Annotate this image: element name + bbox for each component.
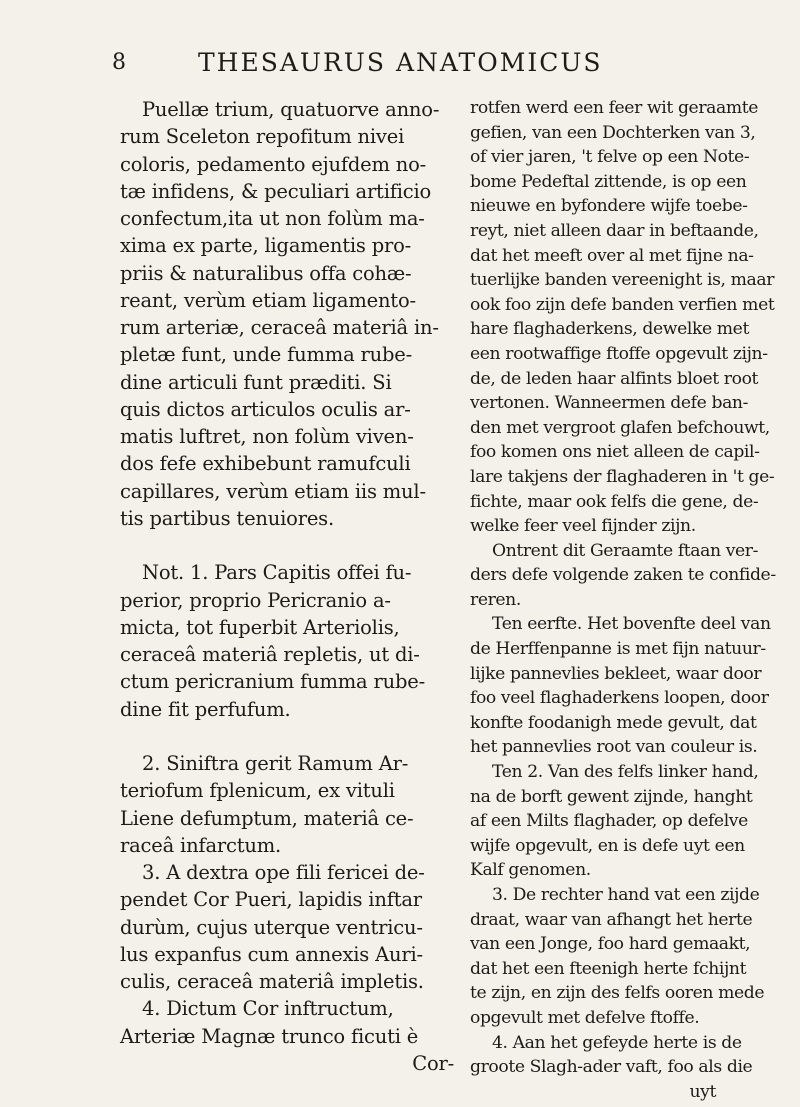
text-line: foo veel flaghaderkens loopen, door: [470, 688, 769, 709]
text-line: 3. A dextra ope fili fericei de-: [142, 861, 425, 884]
text-line: 3. De rechter hand vat een zijde: [492, 885, 760, 905]
text-line: Ontrent dit Geraamte ftaan ver-: [492, 540, 759, 561]
text-line: gefien, van een Dochterken van 3,: [470, 122, 756, 143]
text-line: perior, proprio Pericranio a-: [120, 588, 391, 612]
text-line: dine articuli funt præditi. Si: [120, 370, 392, 394]
text-line: pendet Cor Pueri, lapidis inftar: [120, 888, 422, 912]
text-line: matis luftret, non folùm viven-: [120, 425, 414, 448]
text-line: reant, verùm etiam ligamento-: [120, 288, 416, 312]
text-line: Kalf genomen.: [470, 860, 591, 881]
text-line: tuerlijke banden vereenight is, maar: [470, 270, 775, 291]
text-line: reyt, niet alleen daar in beftaande,: [470, 220, 759, 241]
text-line: tæ infidens, & peculiari artificio: [120, 179, 432, 203]
text-line: durùm, cujus uterque ventricu-: [120, 915, 423, 939]
running-title: THESAURUS ANATOMICUS: [198, 48, 603, 77]
text-line: rum arteriæ, ceraceâ materiâ in-: [120, 316, 439, 339]
text-line: culis, ceraceâ materiâ impletis.: [120, 970, 424, 993]
text-line: opgevult met defelve ftoffe.: [470, 1007, 700, 1028]
text-line: lijke pannevlies bekleet, waar door: [470, 663, 762, 684]
text-line: of vier jaren, 't felve op een Note-: [470, 147, 750, 168]
page-header: [0, 44, 800, 84]
text-line: teriofum fplenicum, ex vituli: [120, 779, 395, 803]
text-line: bome Pedeftal zittende, is op een: [470, 171, 747, 192]
text-line: confectum,ita ut non folùm ma-: [120, 207, 425, 230]
text-line: draat, waar van afhangt het herte: [470, 909, 753, 930]
text-line: dat het meeft over al met fijne na-: [470, 245, 754, 266]
text-line: konfte foodanigh mede gevult, dat: [470, 712, 757, 733]
text-line: Ten 2. Van des felfs linker hand,: [492, 762, 759, 783]
text-line: Liene defumptum, materiâ ce-: [120, 806, 414, 830]
text-line: 4. Aan het gefeyde herte is de: [492, 1032, 742, 1053]
text-line: 4. Dictum Cor inftructum,: [142, 997, 394, 1021]
text-line: 2. Siniftra gerit Ramum Ar-: [142, 752, 409, 775]
text-line: na de borft gewent zijnde, hanght: [470, 786, 753, 807]
text-line: de Herffenpanne is met fijn natuur-: [470, 639, 766, 660]
catchword: Cor-: [412, 1051, 454, 1075]
text-line: fichte, maar ook felfs die gene, de-: [470, 491, 759, 512]
text-line: te zijn, en zijn des felfs ooren mede: [470, 983, 765, 1004]
paragraph-gap: [120, 532, 462, 559]
text-line: welke feer veel fijnder zijn.: [470, 516, 696, 537]
text-line: Puellæ trium, quatuorve anno-: [142, 98, 440, 121]
text-line: foo komen ons niet alleen de capil-: [470, 442, 760, 463]
text-line: dat het een fteenigh herte fchijnt: [470, 958, 747, 979]
text-line: af een Milts flaghader, op defelve: [470, 811, 748, 832]
text-line: de, de leden haar alfints bloet root: [470, 368, 759, 389]
text-line: een rootwaffige ftoffe opgevult zijn-: [470, 343, 768, 364]
text-line: wijfe opgevult, en is defe uyt een: [470, 835, 745, 856]
text-line: capillares, verùm etiam iis mul-: [120, 479, 426, 503]
text-line: hare flaghaderkens, dewelke met: [470, 319, 749, 340]
text-line: dine fit perfufum.: [120, 697, 291, 721]
text-line: rum Sceleton repofitum nivei: [120, 125, 405, 149]
text-line: lare takjens der flaghaderen in 't ge-: [470, 466, 775, 487]
text-line: Not. 1. Pars Capitis offei fu-: [142, 561, 412, 585]
text-line: raceâ infarctum.: [120, 833, 281, 857]
text-line: groote Slagh-ader vaft, foo als die: [470, 1057, 753, 1078]
dutch-column: [470, 96, 776, 1104]
text-line: priis & naturalibus offa cohæ-: [120, 261, 412, 285]
text-line: lus expanfus cum annexis Auri-: [120, 942, 423, 966]
text-line: ders defe volgende zaken te confide-: [470, 565, 776, 586]
text-line: Arteriæ Magnæ trunco ficuti è: [120, 1024, 419, 1048]
text-line: xima ex parte, ligamentis pro-: [120, 234, 412, 258]
text-line: micta, tot fuperbit Arteriolis,: [120, 615, 400, 639]
paragraph-gap: [120, 723, 462, 750]
text-line: Ten eerfte. Het bovenfte deel van: [492, 614, 771, 635]
text-line: dos fefe exhibebunt ramufculi: [120, 452, 411, 476]
text-line: rotfen werd een feer wit geraamte: [470, 98, 759, 118]
text-line: nieuwe en byfondere wijfe toebe-: [470, 196, 748, 217]
text-line: ctum pericranium fumma rube-: [120, 670, 425, 694]
text-line: pletæ funt, unde fumma rube-: [120, 343, 413, 367]
text-line: ook foo zijn defe banden verfien met: [470, 294, 775, 315]
latin-column: [120, 96, 462, 1077]
text-line: vertonen. Wanneermen defe ban-: [470, 393, 749, 414]
text-line: reren.: [470, 589, 521, 610]
text-line: den met vergroot glafen befchouwt,: [470, 417, 770, 438]
text-line: van een Jonge, foo hard gemaakt,: [470, 934, 751, 955]
catchword: uyt: [689, 1081, 716, 1102]
page-number: 8: [112, 50, 126, 75]
text-line: coloris, pedamento ejufdem no-: [120, 152, 427, 176]
text-line: ceraceâ materiâ repletis, ut di-: [120, 643, 420, 666]
text-line: quis dictos articulos oculis ar-: [120, 397, 411, 421]
text-line: tis partibus tenuiores.: [120, 506, 334, 530]
text-line: het pannevlies root van couleur is.: [470, 737, 758, 758]
